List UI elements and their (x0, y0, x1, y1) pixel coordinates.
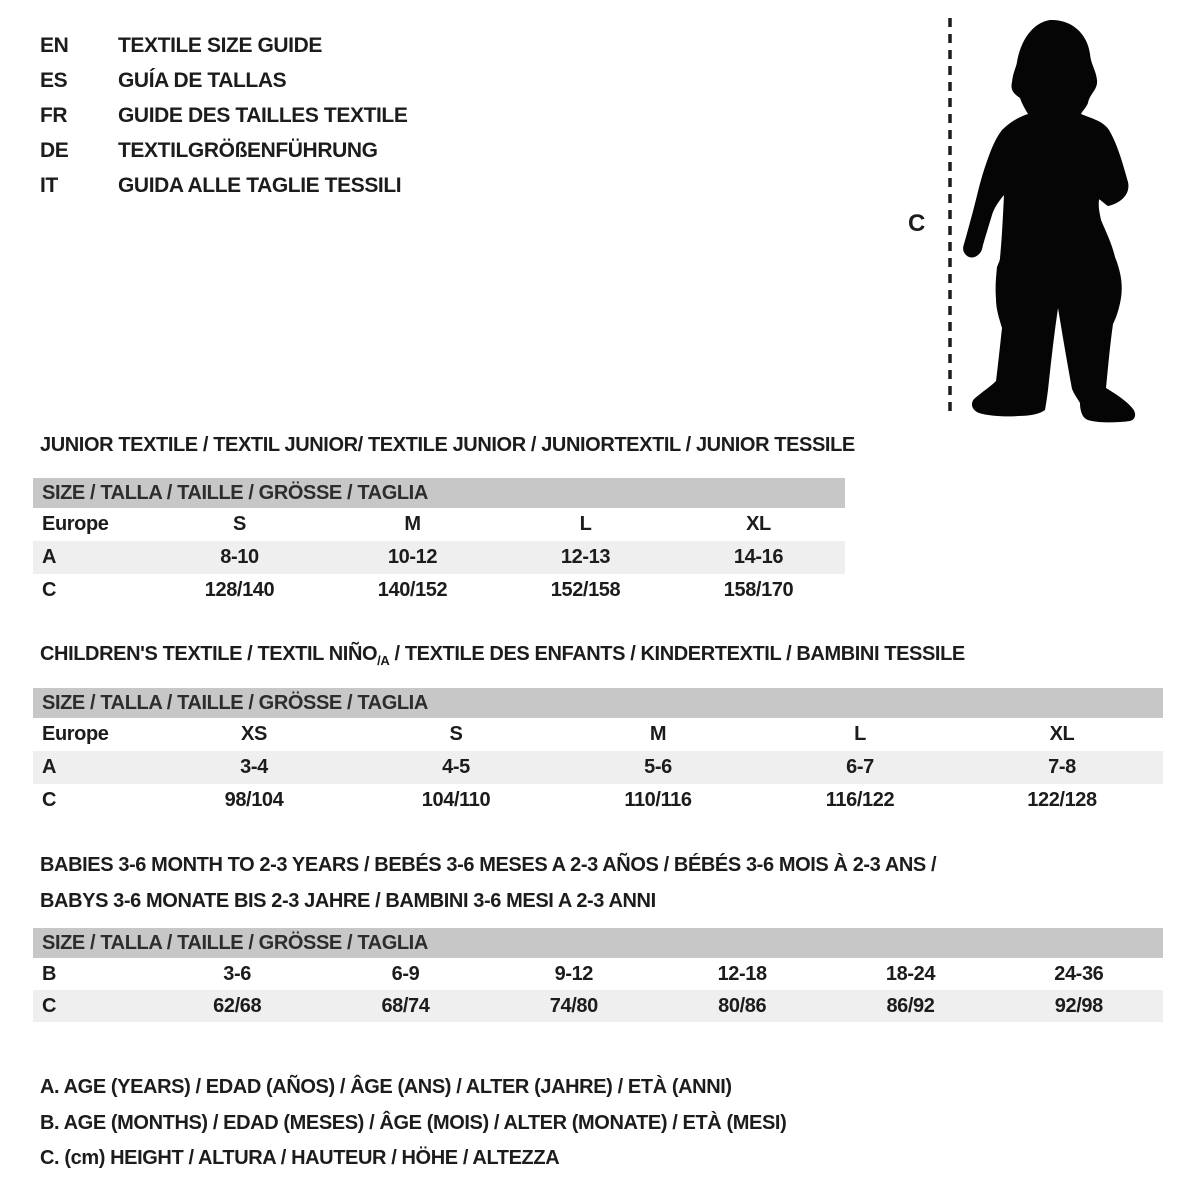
age-cell: 8-10 (220, 546, 259, 568)
table-row-height (33, 574, 845, 607)
age-cell: 4-5 (442, 756, 470, 778)
table-row-height (33, 990, 1163, 1022)
lang-row-es (40, 63, 407, 98)
months-cell: 6-9 (391, 962, 420, 985)
children-title-pre: CHILDREN'S TEXTILE / TEXTIL NIÑO (40, 643, 378, 665)
size-cell: S (449, 723, 463, 745)
row-label: A (42, 756, 57, 778)
junior-table-size-header: SIZE / TALLA / TAILLE / GRÖSSE / TAGLIA (33, 478, 845, 508)
lang-label: TEXTILGRÖßENFÜHRUNG (118, 138, 378, 162)
height-mark-label: C (908, 210, 925, 237)
height-cell: 128/140 (204, 579, 275, 601)
height-cell: 140/152 (377, 579, 448, 601)
row-label: A (42, 546, 57, 568)
lang-row-it (40, 168, 407, 203)
children-table-size-header: SIZE / TALLA / TAILLE / GRÖSSE / TAGLIA (33, 688, 1163, 718)
row-label: Europe (42, 513, 109, 535)
height-cell: 104/110 (421, 789, 491, 811)
age-cell: 10-12 (387, 546, 438, 568)
age-cell: 6-7 (846, 756, 874, 778)
size-cell: M (649, 723, 667, 745)
months-cell: 12-18 (717, 962, 767, 985)
children-section-title (40, 643, 965, 668)
size-cell: S (233, 513, 246, 535)
row-label: Europe (42, 723, 109, 745)
toddler-silhouette (900, 10, 1160, 430)
age-cell: 3-4 (240, 756, 268, 778)
size-cell: L (579, 513, 592, 535)
children-size-table (33, 688, 1163, 817)
age-cell: 14-16 (733, 546, 784, 568)
height-cell: 86/92 (886, 994, 935, 1017)
junior-section-title: JUNIOR TEXTILE / TEXTIL JUNIOR/ TEXTILE JUNIOR / JUNIORTEXTIL / JUNIOR TESSILE (40, 434, 855, 456)
height-figure (900, 10, 1160, 430)
size-cell: XL (1049, 723, 1075, 745)
lang-code: FR (40, 103, 68, 127)
months-cell: 3-6 (223, 962, 252, 985)
lang-row-fr (40, 98, 407, 133)
table-row-age (33, 541, 845, 574)
height-cell: 62/68 (213, 994, 262, 1017)
height-cell: 116/122 (825, 789, 895, 811)
table-row-europe (33, 718, 1163, 751)
babies-table-size-header: SIZE / TALLA / TAILLE / GRÖSSE / TAGLIA (33, 928, 1163, 958)
height-cell: 98/104 (224, 789, 284, 811)
size-cell: XS (241, 723, 267, 745)
height-cell: 80/86 (718, 994, 767, 1017)
table-row-height (33, 784, 1163, 817)
row-label: C (42, 579, 57, 601)
months-cell: 18-24 (885, 962, 936, 985)
size-cell: XL (746, 513, 771, 535)
height-cell: 158/170 (723, 579, 794, 601)
size-cell: M (404, 513, 421, 535)
legend-line-a: A. AGE (YEARS) / EDAD (AÑOS) / ÂGE (ANS) / ALTER (JAHRE) / ETÀ (ANNI) (40, 1076, 732, 1098)
months-cell: 9-12 (554, 962, 594, 985)
table-row-months (33, 958, 1163, 990)
lang-label: GUIDE DES TAILLES TEXTILE (118, 103, 408, 127)
row-label: B (42, 962, 57, 985)
babies-size-table (33, 928, 1163, 1022)
lang-label: GUÍA DE TALLAS (118, 68, 287, 92)
lang-code: ES (40, 68, 68, 92)
height-cell: 92/98 (1054, 994, 1103, 1017)
lang-row-en (40, 28, 407, 63)
table-row-europe (33, 508, 845, 541)
lang-code: IT (40, 173, 58, 197)
junior-size-table (33, 478, 845, 607)
height-cell: 122/128 (1027, 789, 1097, 811)
height-cell: 68/74 (381, 994, 430, 1017)
legend-line-c: C. (cm) HEIGHT / ALTURA / HAUTEUR / HÖHE / ALTEZZA (40, 1147, 560, 1169)
babies-section-title-line1: BABIES 3-6 MONTH TO 2-3 YEARS / BEBÉS 3-6 MESES A 2-3 AÑOS / BÉBÉS 3-6 MOIS À 2-3 ANS / (40, 854, 937, 876)
lang-row-de (40, 133, 407, 168)
table-row-age (33, 751, 1163, 784)
height-cell: 110/116 (624, 789, 692, 811)
lang-code: EN (40, 33, 69, 57)
height-cell: 152/158 (550, 579, 621, 601)
children-title-sub: /A (377, 653, 390, 668)
row-label: C (42, 789, 57, 811)
lang-label: TEXTILE SIZE GUIDE (118, 33, 322, 57)
size-cell: L (854, 723, 866, 745)
lang-label: GUIDA ALLE TAGLIE TESSILI (118, 173, 402, 197)
babies-section-title-line2: BABYS 3-6 MONATE BIS 2-3 JAHRE / BAMBINI 3-6 MESI A 2-3 ANNI (40, 890, 656, 912)
language-title-list (40, 28, 407, 203)
age-cell: 7-8 (1048, 756, 1076, 778)
lang-code: DE (40, 138, 69, 162)
legend-line-b: B. AGE (MONTHS) / EDAD (MESES) / ÂGE (MOIS) / ALTER (MONATE) / ETÀ (MESI) (40, 1112, 787, 1134)
age-cell: 5-6 (644, 756, 672, 778)
toddler-silhouette-shape (963, 20, 1135, 422)
height-cell: 74/80 (549, 994, 598, 1017)
age-cell: 12-13 (560, 546, 611, 568)
row-label: C (42, 994, 57, 1017)
children-title-post: / TEXTILE DES ENFANTS / KINDERTEXTIL / BAMBINI TESSILE (389, 643, 965, 665)
months-cell: 24-36 (1054, 962, 1104, 985)
